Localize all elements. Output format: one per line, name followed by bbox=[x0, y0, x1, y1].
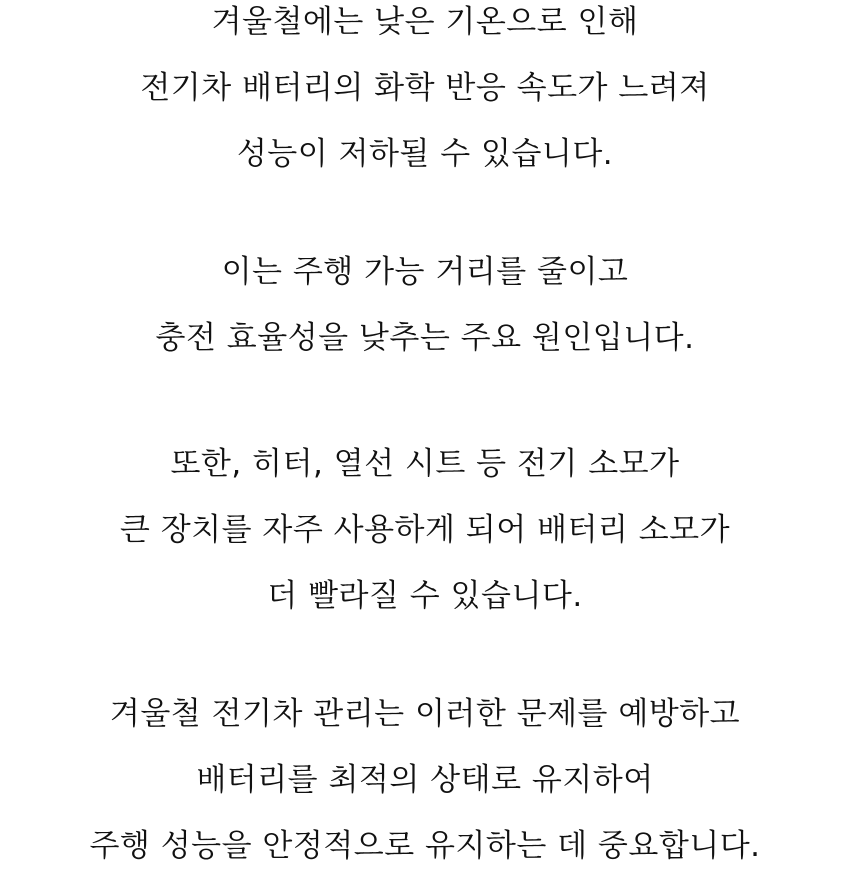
paragraph-line: 이는 주행 가능 거리를 줄이고 bbox=[221, 254, 629, 290]
paragraph-line: 성능이 저하될 수 있습니다. bbox=[236, 136, 614, 172]
paragraph-line: 겨울철에는 낮은 기온으로 인해 bbox=[211, 4, 639, 40]
paragraph-line: 큰 장치를 자주 사용하게 되어 배터리 소모가 bbox=[119, 512, 731, 548]
paragraph-line: 충전 효율성을 낮추는 주요 원인입니다. bbox=[155, 320, 695, 356]
paragraph-winter-care bbox=[0, 692, 850, 890]
paragraph-line: 배터리를 최적의 상태로 유지하여 bbox=[196, 762, 654, 798]
paragraph-line: 더 빨라질 수 있습니다. bbox=[267, 578, 583, 614]
paragraph-battery-performance bbox=[0, 0, 850, 198]
paragraph-line: 주행 성능을 안정적으로 유지하는 데 중요합니다. bbox=[89, 828, 761, 864]
paragraph-line: 전기차 배터리의 화학 반응 속도가 느려져 bbox=[140, 70, 710, 106]
paragraph-range-impact bbox=[0, 250, 850, 382]
paragraph-line: 또한, 히터, 열선 시트 등 전기 소모가 bbox=[170, 446, 680, 482]
paragraph-heater-usage bbox=[0, 442, 850, 640]
paragraph-line: 겨울철 전기차 관리는 이러한 문제를 예방하고 bbox=[109, 696, 741, 732]
